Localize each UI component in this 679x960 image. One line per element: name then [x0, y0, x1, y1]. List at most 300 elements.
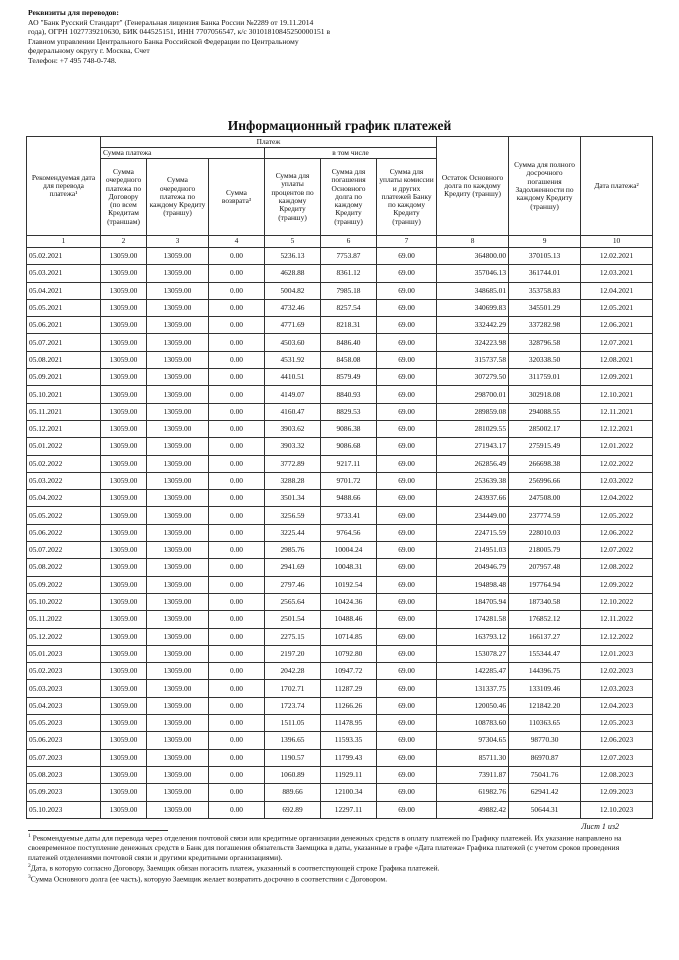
- table-cell: 298700.01: [437, 386, 509, 403]
- table-row: [27, 559, 653, 576]
- table-cell: 69.00: [377, 507, 437, 524]
- table-cell: 0.00: [209, 369, 265, 386]
- table-cell: 05.02.2021: [27, 248, 101, 265]
- table-cell: 1723.74: [265, 697, 321, 714]
- table-cell: 13059.00: [147, 334, 209, 351]
- table-cell: 12.07.2021: [581, 334, 653, 351]
- table-cell: 05.08.2023: [27, 766, 101, 783]
- table-cell: 8840.93: [321, 386, 377, 403]
- table-cell: 0.00: [209, 663, 265, 680]
- header-payment-date: Дата платежа²: [581, 137, 653, 236]
- table-cell: 69.00: [377, 645, 437, 662]
- table-cell: 05.05.2023: [27, 715, 101, 732]
- table-cell: 05.06.2023: [27, 732, 101, 749]
- table-cell: 69.00: [377, 455, 437, 472]
- table-cell: 69.00: [377, 749, 437, 766]
- table-cell: 05.03.2022: [27, 472, 101, 489]
- table-cell: 8486.40: [321, 334, 377, 351]
- table-row: [27, 749, 653, 766]
- table-cell: 10947.72: [321, 663, 377, 680]
- table-cell: 0.00: [209, 524, 265, 541]
- table-cell: 207957.48: [509, 559, 581, 576]
- table-cell: 155344.47: [509, 645, 581, 662]
- table-cell: 05.04.2021: [27, 282, 101, 299]
- table-cell: 194898.48: [437, 576, 509, 593]
- requisites-line: АО "Банк Русский Стандарт" (Генеральная лицензия Банка России №2289 от 19.11.2014: [28, 17, 314, 27]
- table-cell: 13059.00: [101, 265, 147, 282]
- footnote-text: Дата, в которую согласно Договору, Заемщик обязан погасить платеж, указанный в соответствующей строке Графика платежей.: [30, 863, 440, 873]
- table-row: [27, 593, 653, 610]
- table-cell: 13059.00: [101, 766, 147, 783]
- table-cell: 05.03.2023: [27, 680, 101, 697]
- sheet-number: Лист 1 из2: [581, 822, 619, 831]
- table-cell: 10004.24: [321, 542, 377, 559]
- table-cell: 5004.82: [265, 282, 321, 299]
- table-cell: 0.00: [209, 766, 265, 783]
- table-cell: 05.02.2023: [27, 663, 101, 680]
- table-cell: 13059.00: [147, 438, 209, 455]
- table-cell: 0.00: [209, 438, 265, 455]
- table-cell: 285002.17: [509, 420, 581, 437]
- table-cell: 13059.00: [101, 524, 147, 541]
- table-cell: 05.07.2021: [27, 334, 101, 351]
- table-cell: 13059.00: [101, 248, 147, 265]
- table-cell: 13059.00: [101, 663, 147, 680]
- header-principal: Сумма для погашения Основного долга по каждому Кредиту (траншу): [321, 159, 377, 236]
- table-cell: 69.00: [377, 593, 437, 610]
- table-cell: 0.00: [209, 299, 265, 316]
- table-cell: 69.00: [377, 559, 437, 576]
- table-cell: 12.08.2022: [581, 559, 653, 576]
- table-cell: 13059.00: [101, 559, 147, 576]
- table-cell: 69.00: [377, 611, 437, 628]
- table-cell: 13059.00: [101, 749, 147, 766]
- table-cell: 176852.12: [509, 611, 581, 628]
- table-row: [27, 524, 653, 541]
- table-row: [27, 628, 653, 645]
- table-cell: 69.00: [377, 248, 437, 265]
- table-cell: 13059.00: [147, 611, 209, 628]
- table-cell: 0.00: [209, 282, 265, 299]
- table-cell: 12.11.2022: [581, 611, 653, 628]
- table-cell: 12.06.2023: [581, 732, 653, 749]
- table-cell: 13059.00: [147, 593, 209, 610]
- table-cell: 9217.11: [321, 455, 377, 472]
- table-cell: 13059.00: [101, 351, 147, 368]
- table-cell: 9086.68: [321, 438, 377, 455]
- table-cell: 2565.64: [265, 593, 321, 610]
- table-row: [27, 317, 653, 334]
- table-cell: 121842.20: [509, 697, 581, 714]
- table-cell: 361744.01: [509, 265, 581, 282]
- table-cell: 69.00: [377, 663, 437, 680]
- table-cell: 05.08.2021: [27, 351, 101, 368]
- table-cell: 69.00: [377, 317, 437, 334]
- table-cell: 11799.43: [321, 749, 377, 766]
- table-cell: 05.09.2022: [27, 576, 101, 593]
- table-cell: 13059.00: [101, 490, 147, 507]
- table-cell: 05.03.2021: [27, 265, 101, 282]
- table-cell: 11478.95: [321, 715, 377, 732]
- table-cell: 12.05.2022: [581, 507, 653, 524]
- table-cell: 0.00: [209, 507, 265, 524]
- table-row: [27, 542, 653, 559]
- table-cell: 13059.00: [147, 455, 209, 472]
- table-cell: 12.02.2021: [581, 248, 653, 265]
- table-cell: 120050.46: [437, 697, 509, 714]
- table-cell: 0.00: [209, 472, 265, 489]
- table-row: [27, 386, 653, 403]
- table-cell: 11593.35: [321, 732, 377, 749]
- table-cell: 13059.00: [147, 490, 209, 507]
- table-cell: 12.10.2023: [581, 801, 653, 818]
- table-cell: 13059.00: [147, 542, 209, 559]
- table-cell: 3903.32: [265, 438, 321, 455]
- table-cell: 0.00: [209, 542, 265, 559]
- table-cell: 12.05.2023: [581, 715, 653, 732]
- table-cell: 12.02.2023: [581, 663, 653, 680]
- column-number: 3: [147, 236, 209, 248]
- column-number: 9: [509, 236, 581, 248]
- table-cell: 13059.00: [147, 732, 209, 749]
- table-cell: 13059.00: [101, 576, 147, 593]
- table-cell: 12.08.2021: [581, 351, 653, 368]
- table-cell: 370105.13: [509, 248, 581, 265]
- table-cell: 13059.00: [101, 386, 147, 403]
- table-cell: 0.00: [209, 455, 265, 472]
- table-row: [27, 455, 653, 472]
- table-cell: 0.00: [209, 732, 265, 749]
- table-row: [27, 576, 653, 593]
- table-cell: 11929.11: [321, 766, 377, 783]
- table-cell: 13059.00: [147, 369, 209, 386]
- table-cell: 7985.18: [321, 282, 377, 299]
- table-cell: 05.12.2022: [27, 628, 101, 645]
- table-cell: 2197.20: [265, 645, 321, 662]
- footnote-text: Сумма Основного долга (ее часть), которую Заемщик желает возвратить досрочно в соответствии с Договором.: [30, 874, 388, 884]
- table-cell: 13059.00: [147, 299, 209, 316]
- table-cell: 13059.00: [147, 559, 209, 576]
- table-cell: 12.03.2022: [581, 472, 653, 489]
- table-cell: 224715.59: [437, 524, 509, 541]
- table-cell: 05.05.2022: [27, 507, 101, 524]
- table-cell: 8361.12: [321, 265, 377, 282]
- table-cell: 0.00: [209, 334, 265, 351]
- table-cell: 256996.66: [509, 472, 581, 489]
- table-cell: 13059.00: [101, 784, 147, 801]
- footnote-3: $^3$Сумма Основного долга (ее часть), которую Заемщик желает возвратить досрочно в соответствии с Договором.: [28, 874, 388, 884]
- table-cell: 13059.00: [147, 265, 209, 282]
- table-cell: 0.00: [209, 801, 265, 818]
- table-row: [27, 299, 653, 316]
- table-cell: 13059.00: [147, 784, 209, 801]
- table-cell: 3501.34: [265, 490, 321, 507]
- table-row: [27, 420, 653, 437]
- table-cell: 10192.54: [321, 576, 377, 593]
- table-cell: 889.66: [265, 784, 321, 801]
- table-cell: 69.00: [377, 680, 437, 697]
- table-row: [27, 715, 653, 732]
- table-cell: 315737.58: [437, 351, 509, 368]
- table-cell: 262856.49: [437, 455, 509, 472]
- table-cell: 0.00: [209, 593, 265, 610]
- table-cell: 0.00: [209, 784, 265, 801]
- table-cell: 49882.42: [437, 801, 509, 818]
- table-cell: 69.00: [377, 420, 437, 437]
- table-cell: 133109.46: [509, 680, 581, 697]
- page-title: Информационный график платежей: [227, 118, 452, 133]
- table-cell: 234449.00: [437, 507, 509, 524]
- column-number: 6: [321, 236, 377, 248]
- footnote-2: $^2$Дата, в которую согласно Договору, Заемщик обязан погасить платеж, указанный в соответствующей строке Графика платежей.: [28, 863, 440, 873]
- table-cell: 11266.26: [321, 697, 377, 714]
- table-cell: 05.06.2022: [27, 524, 101, 541]
- table-cell: 9764.56: [321, 524, 377, 541]
- table-cell: 4531.92: [265, 351, 321, 368]
- header-principal-balance: Остаток Основного долга по каждому Кредиту (траншу): [437, 137, 509, 236]
- table-cell: 05.07.2023: [27, 749, 101, 766]
- table-cell: 12.11.2021: [581, 403, 653, 420]
- table-cell: 13059.00: [101, 420, 147, 437]
- table-cell: 69.00: [377, 784, 437, 801]
- table-cell: 0.00: [209, 697, 265, 714]
- table-cell: 69.00: [377, 490, 437, 507]
- table-cell: 3772.89: [265, 455, 321, 472]
- table-row: [27, 351, 653, 368]
- table-cell: 13059.00: [101, 680, 147, 697]
- table-cell: 4771.69: [265, 317, 321, 334]
- table-cell: 3903.62: [265, 420, 321, 437]
- table-cell: 61982.76: [437, 784, 509, 801]
- table-cell: 05.09.2021: [27, 369, 101, 386]
- table-row: [27, 248, 653, 265]
- table-cell: 340699.83: [437, 299, 509, 316]
- table-cell: 12.10.2021: [581, 386, 653, 403]
- table-cell: 13059.00: [101, 593, 147, 610]
- table-cell: 228010.03: [509, 524, 581, 541]
- table-cell: 302918.08: [509, 386, 581, 403]
- table-cell: 8257.54: [321, 299, 377, 316]
- column-number: 4: [209, 236, 265, 248]
- table-cell: 7753.87: [321, 248, 377, 265]
- table-cell: 10048.31: [321, 559, 377, 576]
- table-cell: 266698.38: [509, 455, 581, 472]
- table-cell: 13059.00: [147, 351, 209, 368]
- table-cell: 69.00: [377, 697, 437, 714]
- table-cell: 163793.12: [437, 628, 509, 645]
- table-cell: 05.04.2022: [27, 490, 101, 507]
- table-row: [27, 403, 653, 420]
- table-cell: 10424.36: [321, 593, 377, 610]
- table-cell: 243937.66: [437, 490, 509, 507]
- table-cell: 13059.00: [101, 403, 147, 420]
- table-cell: 1396.65: [265, 732, 321, 749]
- table-cell: 353758.83: [509, 282, 581, 299]
- header-commission: Сумма для уплаты комиссии и других платежей Банку по каждому Кредиту (траншу): [377, 159, 437, 236]
- table-cell: 3225.44: [265, 524, 321, 541]
- table-cell: 131337.75: [437, 680, 509, 697]
- table-cell: 3256.59: [265, 507, 321, 524]
- table-cell: 4628.88: [265, 265, 321, 282]
- table-cell: 142285.47: [437, 663, 509, 680]
- table-cell: 13059.00: [147, 645, 209, 662]
- header-payment: Платеж: [101, 137, 437, 148]
- table-cell: 13059.00: [101, 611, 147, 628]
- table-cell: 12.09.2021: [581, 369, 653, 386]
- table-cell: 8579.49: [321, 369, 377, 386]
- table-cell: 1190.57: [265, 749, 321, 766]
- requisites-title: Реквизиты для переводов:: [28, 8, 119, 17]
- requisites-line: года), ОГРН 1027739210630, БИК 044525151, ИНН 7707056547, к/с 30101810845250000151 в: [28, 27, 331, 37]
- table-row: [27, 645, 653, 662]
- table-row: [27, 282, 653, 299]
- table-cell: 13059.00: [147, 282, 209, 299]
- table-cell: 69.00: [377, 369, 437, 386]
- table-cell: 311759.01: [509, 369, 581, 386]
- table-row: [27, 766, 653, 783]
- table-cell: 12.06.2022: [581, 524, 653, 541]
- table-cell: 13059.00: [147, 317, 209, 334]
- table-cell: 05.08.2022: [27, 559, 101, 576]
- table-cell: 13059.00: [147, 628, 209, 645]
- table-cell: 12.12.2021: [581, 420, 653, 437]
- table-row: [27, 732, 653, 749]
- table-cell: 05.09.2023: [27, 784, 101, 801]
- table-cell: 0.00: [209, 611, 265, 628]
- header-contract-payment: Сумма очередного платежа по Договору (по всем Кредитам (траншам): [101, 159, 147, 236]
- table-cell: 05.12.2021: [27, 420, 101, 437]
- table-cell: 247508.00: [509, 490, 581, 507]
- table-cell: 174281.58: [437, 611, 509, 628]
- table-cell: 8218.31: [321, 317, 377, 334]
- table-cell: 13059.00: [147, 386, 209, 403]
- table-cell: 9488.66: [321, 490, 377, 507]
- table-cell: 05.10.2023: [27, 801, 101, 818]
- table-cell: 0.00: [209, 403, 265, 420]
- column-number: 7: [377, 236, 437, 248]
- table-cell: 0.00: [209, 420, 265, 437]
- table-cell: 12.01.2022: [581, 438, 653, 455]
- table-cell: 69.00: [377, 265, 437, 282]
- table-row: [27, 784, 653, 801]
- table-cell: 3288.28: [265, 472, 321, 489]
- table-cell: 2797.46: [265, 576, 321, 593]
- table-cell: 05.10.2021: [27, 386, 101, 403]
- table-cell: 13059.00: [101, 282, 147, 299]
- requisites-line: Главном управлении Центрального Банка Российской Федерации по Центральному: [28, 36, 299, 46]
- table-cell: 692.89: [265, 801, 321, 818]
- table-cell: 10792.80: [321, 645, 377, 662]
- column-number: 5: [265, 236, 321, 248]
- table-cell: 320338.50: [509, 351, 581, 368]
- table-row: [27, 369, 653, 386]
- table-cell: 2042.28: [265, 663, 321, 680]
- table-cell: 237774.59: [509, 507, 581, 524]
- table-cell: 281029.55: [437, 420, 509, 437]
- table-cell: 324223.98: [437, 334, 509, 351]
- table-row: [27, 611, 653, 628]
- table-cell: 0.00: [209, 248, 265, 265]
- table-cell: 12.03.2021: [581, 265, 653, 282]
- table-cell: 12.09.2022: [581, 576, 653, 593]
- table-cell: 69.00: [377, 715, 437, 732]
- table-cell: 4503.60: [265, 334, 321, 351]
- table-cell: 13059.00: [101, 645, 147, 662]
- table-cell: 345501.29: [509, 299, 581, 316]
- table-cell: 13059.00: [101, 628, 147, 645]
- table-cell: 05.11.2022: [27, 611, 101, 628]
- table-cell: 2985.76: [265, 542, 321, 559]
- column-number: 10: [581, 236, 653, 248]
- table-cell: 4410.51: [265, 369, 321, 386]
- table-cell: 13059.00: [147, 507, 209, 524]
- column-number: 2: [101, 236, 147, 248]
- table-cell: 13059.00: [101, 507, 147, 524]
- table-cell: 13059.00: [101, 299, 147, 316]
- table-cell: 13059.00: [147, 715, 209, 732]
- table-cell: 271943.17: [437, 438, 509, 455]
- table-cell: 12.06.2021: [581, 317, 653, 334]
- table-cell: 73911.87: [437, 766, 509, 783]
- table-cell: 13059.00: [101, 334, 147, 351]
- table-cell: 12297.11: [321, 801, 377, 818]
- table-cell: 289859.08: [437, 403, 509, 420]
- table-row: [27, 490, 653, 507]
- table-cell: 05.01.2023: [27, 645, 101, 662]
- table-row: [27, 697, 653, 714]
- table-cell: 204946.79: [437, 559, 509, 576]
- table-cell: 0.00: [209, 645, 265, 662]
- table-cell: 364800.00: [437, 248, 509, 265]
- table-cell: 05.10.2022: [27, 593, 101, 610]
- table-cell: 2275.15: [265, 628, 321, 645]
- table-cell: 12100.34: [321, 784, 377, 801]
- table-cell: 12.08.2023: [581, 766, 653, 783]
- header-payment-amount: Сумма платежа: [101, 148, 265, 159]
- table-cell: 12.04.2023: [581, 697, 653, 714]
- table-cell: 110363.65: [509, 715, 581, 732]
- table-cell: 0.00: [209, 490, 265, 507]
- table-cell: 166137.27: [509, 628, 581, 645]
- table-cell: 69.00: [377, 732, 437, 749]
- table-cell: 253639.38: [437, 472, 509, 489]
- table-row: [27, 801, 653, 818]
- table-cell: 05.11.2021: [27, 403, 101, 420]
- table-cell: 4160.47: [265, 403, 321, 420]
- table-cell: 13059.00: [147, 472, 209, 489]
- table-cell: 0.00: [209, 628, 265, 645]
- table-row: [27, 472, 653, 489]
- table-row: [27, 680, 653, 697]
- table-cell: 0.00: [209, 749, 265, 766]
- header-including: в том числе: [265, 148, 437, 159]
- table-cell: 13059.00: [147, 697, 209, 714]
- table-cell: 05.05.2021: [27, 299, 101, 316]
- table-cell: 184705.94: [437, 593, 509, 610]
- table-cell: 13059.00: [147, 749, 209, 766]
- table-cell: 9701.72: [321, 472, 377, 489]
- table-cell: 69.00: [377, 801, 437, 818]
- table-cell: 328796.58: [509, 334, 581, 351]
- table-cell: 69.00: [377, 403, 437, 420]
- table-cell: 05.02.2022: [27, 455, 101, 472]
- table-cell: 8458.08: [321, 351, 377, 368]
- header-full-repayment: Сумма для полного досрочного погашения Задолженности по каждому Кредиту (траншу): [509, 137, 581, 236]
- table-cell: 275915.49: [509, 438, 581, 455]
- requisites-block: [28, 8, 388, 66]
- table-cell: 97304.65: [437, 732, 509, 749]
- header-refund-amount: Сумма возврата³: [209, 159, 265, 236]
